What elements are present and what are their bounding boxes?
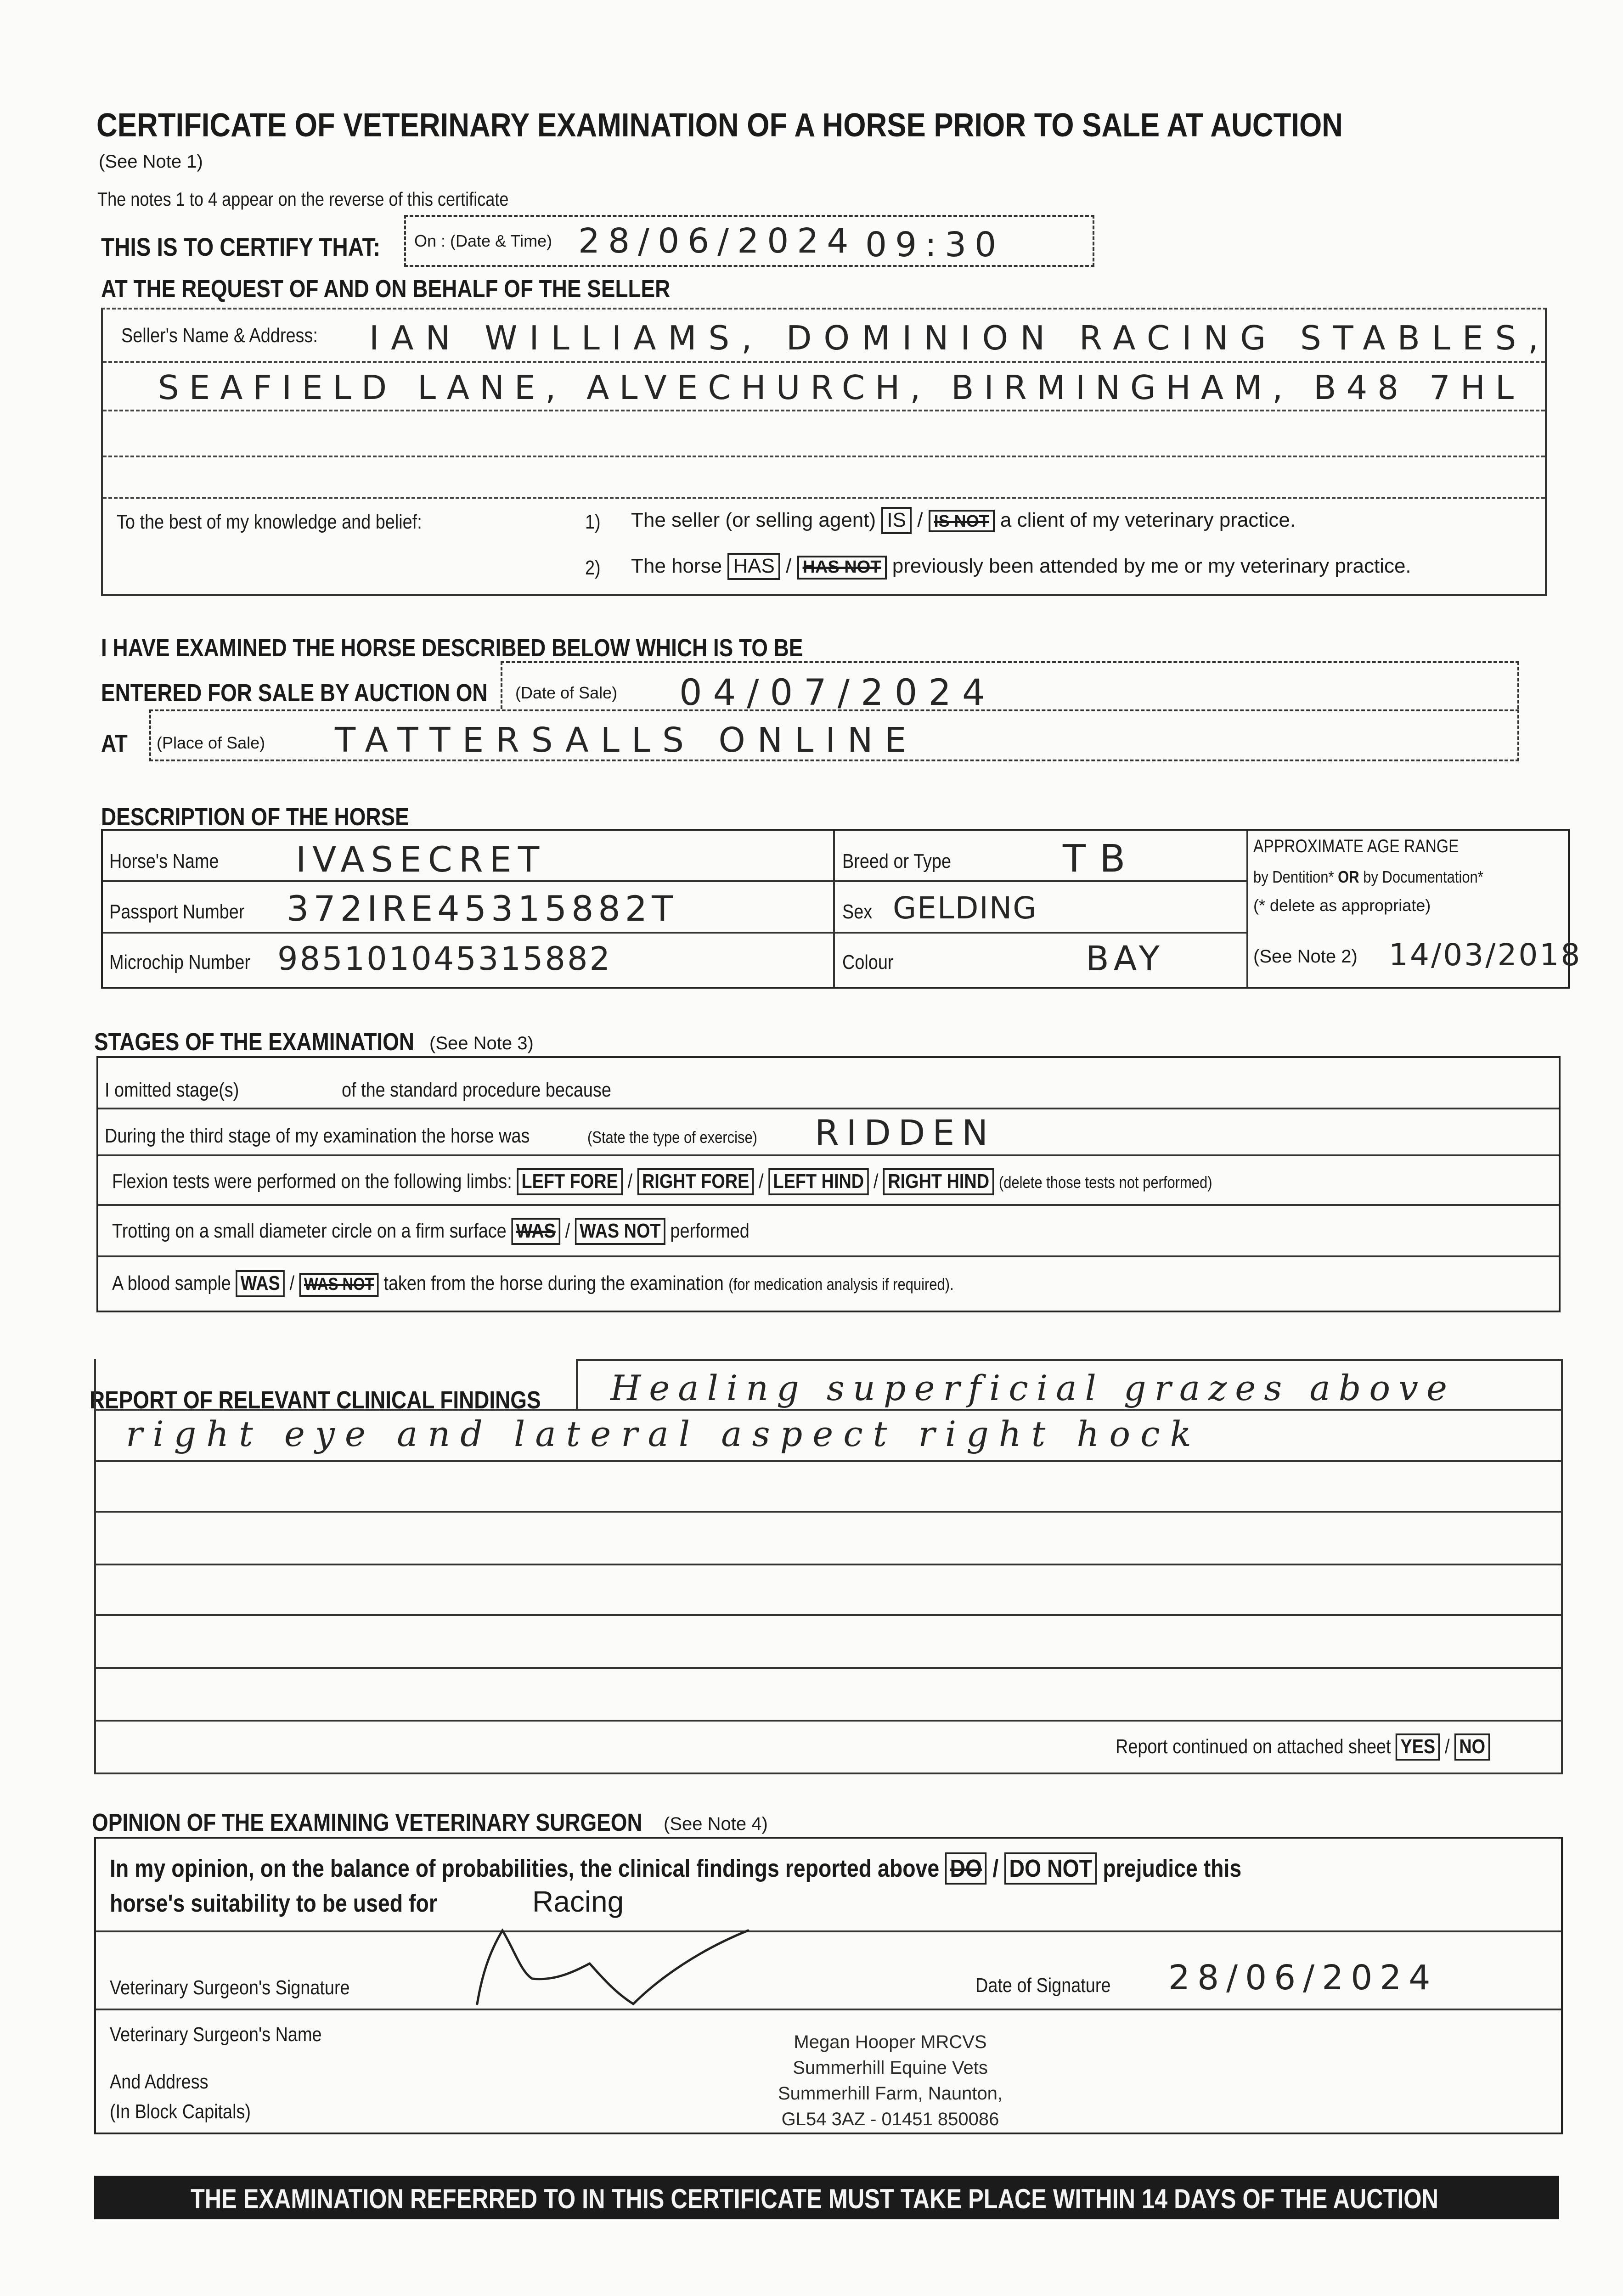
report-line2[interactable]: right eye and lateral aspect right hock xyxy=(126,1413,1201,1454)
age-date-value[interactable]: 14/03/2018 xyxy=(1389,937,1582,973)
sale-line1: I HAVE EXAMINED THE HORSE DESCRIBED BELOW WHICH IS TO BE xyxy=(101,634,803,662)
blood-was-not[interactable]: WAS NOT xyxy=(299,1273,379,1297)
on-date-time-label: On : (Date & Time) xyxy=(414,231,552,250)
seller-box xyxy=(101,308,1551,596)
opinion-do[interactable]: DO xyxy=(945,1852,986,1885)
age-delete-hint: (* delete as appropriate) xyxy=(1253,896,1431,915)
page-title: CERTIFICATE OF VETERINARY EXAMINATION OF A HORSE PRIOR TO SALE AT AUCTION xyxy=(96,107,1343,144)
date-of-sale-label: (Date of Sale) xyxy=(515,683,618,702)
seller-name-label: Seller's Name & Address: xyxy=(121,324,318,347)
option-has[interactable]: HAS xyxy=(727,553,780,580)
breed-label: Breed or Type xyxy=(842,850,952,872)
option-is-not[interactable]: IS NOT xyxy=(929,510,995,532)
date-of-signature-label: Date of Signature xyxy=(975,1974,1111,1997)
description-table xyxy=(101,829,1582,989)
blood-was[interactable]: WAS xyxy=(236,1270,285,1297)
sale-date-field[interactable] xyxy=(501,661,1519,714)
stages-see-note: (See Note 3) xyxy=(429,1033,534,1053)
exam-time-value: 09:30 xyxy=(865,225,1005,264)
seller-address-line1[interactable]: IAN WILLIAMS, DOMINION RACING STABLES, xyxy=(369,319,1551,357)
opinion-do-not[interactable]: DO NOT xyxy=(1004,1852,1097,1885)
microchip-label: Microchip Number xyxy=(109,951,251,974)
description-title: DESCRIPTION OF THE HORSE xyxy=(101,803,409,831)
intended-use-value[interactable]: Racing xyxy=(532,1885,624,1918)
stmt1-number: 1) xyxy=(585,511,601,533)
third-stage-row: During the third stage of my examination the horse was xyxy=(105,1125,530,1147)
certify-label: THIS IS TO CERTIFY THAT: xyxy=(101,232,381,261)
third-stage-hint: (State the type of exercise) xyxy=(587,1128,757,1147)
opinion-title: OPINION OF THE EXAMINING VETERINARY SURGEON xyxy=(92,1809,642,1836)
sex-value[interactable]: GELDING xyxy=(893,890,1037,926)
exam-datetime-field[interactable] xyxy=(404,215,1094,267)
continued-no[interactable]: NO xyxy=(1454,1733,1490,1761)
omitted-post: of the standard procedure because xyxy=(342,1079,611,1101)
breed-value[interactable]: TB xyxy=(1063,837,1139,881)
trot-was-not[interactable]: WAS NOT xyxy=(575,1218,665,1245)
sale-line2: ENTERED FOR SALE BY AUCTION ON xyxy=(101,679,488,707)
option-is[interactable]: IS xyxy=(881,507,912,534)
stages-title: STAGES OF THE EXAMINATION xyxy=(94,1028,415,1056)
limb-left-hind[interactable]: LEFT HIND xyxy=(768,1168,868,1195)
report-line1[interactable]: Healing superficial grazes above xyxy=(610,1367,1456,1408)
vet-signature xyxy=(463,1921,877,2013)
horse-name-label: Horse's Name xyxy=(109,850,219,872)
opinion-box xyxy=(94,1837,1563,2134)
knowledge-label: To the best of my knowledge and belief: xyxy=(117,511,422,533)
report-title: REPORT OF RELEVANT CLINICAL FINDINGS xyxy=(90,1386,541,1414)
report-box xyxy=(94,1359,1563,1774)
date-of-signature-value[interactable]: 28/06/2024 xyxy=(1168,1958,1438,1998)
place-of-sale-label: (Place of Sale) xyxy=(157,733,265,752)
third-stage-value[interactable]: RIDDEN xyxy=(815,1112,996,1153)
sale-place-value: TATTERSALLS ONLINE xyxy=(335,720,919,760)
continued-yes[interactable]: YES xyxy=(1396,1733,1440,1761)
age-method-row: by Dentition* OR by Documentation* xyxy=(1253,867,1483,886)
vet-stamp: Megan Hooper MRCVS Summerhill Equine Vets Summerhill Farm, Naunton, GL54 3AZ - 01451 850086 xyxy=(778,2032,1003,2129)
omitted-pre: I omitted stage(s) xyxy=(105,1079,239,1101)
opinion-text-line2: horse's suitability to be used for xyxy=(110,1890,437,1917)
blood-row: A blood sample WAS / WAS NOT taken from the horse during the examination (for medication analysis if required). xyxy=(112,1270,954,1297)
age-range-title: APPROXIMATE AGE RANGE xyxy=(1253,836,1459,856)
stmt2-number: 2) xyxy=(585,557,601,579)
at-label: AT xyxy=(101,730,128,757)
stmt1-row: The seller (or selling agent) IS / IS NOT a client of my veterinary practice. xyxy=(631,507,1296,534)
colour-label: Colour xyxy=(842,951,894,974)
passport-label: Passport Number xyxy=(109,900,245,923)
signature-label: Veterinary Surgeon's Signature xyxy=(110,1976,350,1999)
sale-date-value: 04/07/2024 xyxy=(679,672,996,714)
horse-name-value[interactable]: IVASECRET xyxy=(296,839,546,880)
option-has-not[interactable]: HAS NOT xyxy=(797,556,887,580)
vet-address-label: And Address xyxy=(110,2071,209,2093)
stmt2-row: The horse HAS / HAS NOT previously been attended by me or my veterinary practice. xyxy=(631,553,1411,580)
limb-left-fore[interactable]: LEFT FORE xyxy=(517,1168,623,1195)
title-see-note: (See Note 1) xyxy=(99,152,203,172)
stages-table xyxy=(96,1056,1561,1312)
seller-section-title: AT THE REQUEST OF AND ON BEHALF OF THE SELLER xyxy=(101,275,671,303)
limb-right-hind[interactable]: RIGHT HIND xyxy=(883,1168,994,1195)
notes-line: The notes 1 to 4 appear on the reverse of this certificate xyxy=(97,188,509,210)
block-capitals-label: (In Block Capitals) xyxy=(110,2100,251,2123)
footer-banner: THE EXAMINATION REFERRED TO IN THIS CERTIFICATE MUST TAKE PLACE WITHIN 14 DAYS OF THE AUCTION xyxy=(94,2176,1559,2219)
trot-was[interactable]: WAS xyxy=(511,1218,560,1245)
exam-date-value: 28/06/2024 xyxy=(578,221,857,261)
microchip-value[interactable]: 985101045315882 xyxy=(277,940,612,978)
colour-value[interactable]: BAY xyxy=(1086,939,1164,979)
trot-row: Trotting on a small diameter circle on a firm surface WAS / WAS NOT performed xyxy=(112,1218,750,1245)
age-see-note: (See Note 2) xyxy=(1253,946,1358,967)
seller-address-line2[interactable]: SEAFIELD LANE, ALVECHURCH, BIRMINGHAM, B48 7HL xyxy=(158,368,1524,407)
report-continued-row: Report continued on attached sheet YES / NO xyxy=(1116,1733,1490,1761)
opinion-see-note: (See Note 4) xyxy=(664,1814,768,1834)
opinion-text: In my opinion, on the balance of probabilities, the clinical findings reported above DO / DO NOT prejudice this xyxy=(110,1852,1241,1885)
vet-name-label: Veterinary Surgeon's Name xyxy=(110,2023,322,2046)
flexion-row: Flexion tests were performed on the following limbs: LEFT FORE / RIGHT FORE / LEFT HIND / RIGHT HIND (delete those tests not performed) xyxy=(112,1168,1212,1195)
limb-right-fore[interactable]: RIGHT FORE xyxy=(637,1168,754,1195)
passport-value[interactable]: 372IRE45315882T xyxy=(287,888,678,929)
sex-label: Sex xyxy=(842,900,873,923)
sale-place-field[interactable] xyxy=(149,709,1519,761)
